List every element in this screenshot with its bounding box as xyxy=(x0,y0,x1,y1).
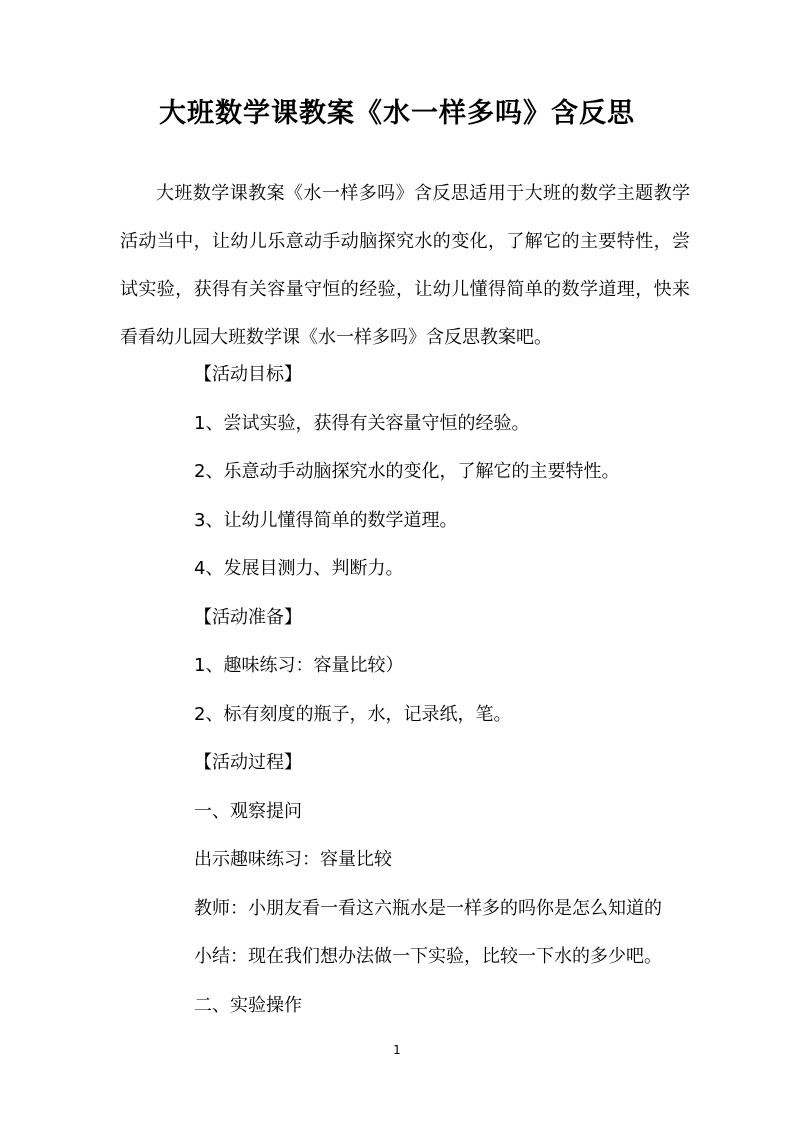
document-title: 大班数学课教案《水一样多吗》含反思 xyxy=(159,98,635,129)
section-heading-preparation: 【活动准备】 xyxy=(194,607,302,628)
goal-item-4: 4、发展目测力、判断力。 xyxy=(194,558,404,579)
intro-paragraph: 大班数学课教案《水一样多吗》含反思适用于大班的数学主题教学活动当中，让幼儿乐意动手动脑探究水的变化，了解它的主要特性，尝试实验，获得有关容量守恒的经验，让幼儿懂得简单的数学道理，快来看看幼儿园大班数学课《水一样多吗》含反思教案吧。 xyxy=(120,183,690,348)
goal-item-2: 2、乐意动手动脑探究水的变化，了解它的主要特性。 xyxy=(194,461,620,482)
process-line-2: 出示趣味练习：容量比较 xyxy=(194,849,392,870)
process-line-4: 小结：现在我们想办法做一下实验，比较一下水的多少吧。 xyxy=(194,946,662,967)
goal-item-3: 3、让幼儿懂得简单的数学道理。 xyxy=(194,510,458,531)
prep-item-2: 2、标有刻度的瓶子，水，记录纸，笔。 xyxy=(194,704,512,725)
section-heading-process: 【活动过程】 xyxy=(194,752,302,773)
section-heading-goals: 【活动目标】 xyxy=(194,364,302,385)
process-step-2: 二、实验操作 xyxy=(194,995,302,1016)
page-number: 1 xyxy=(393,1043,401,1057)
process-step-1: 一、观察提问 xyxy=(194,801,302,822)
goal-item-1: 1、尝试实验，获得有关容量守恒的经验。 xyxy=(194,413,530,434)
process-line-3: 教师：小朋友看一看这六瓶水是一样多的吗你是怎么知道的 xyxy=(194,898,662,919)
prep-item-1: 1、趣味练习：容量比较） xyxy=(194,655,404,676)
